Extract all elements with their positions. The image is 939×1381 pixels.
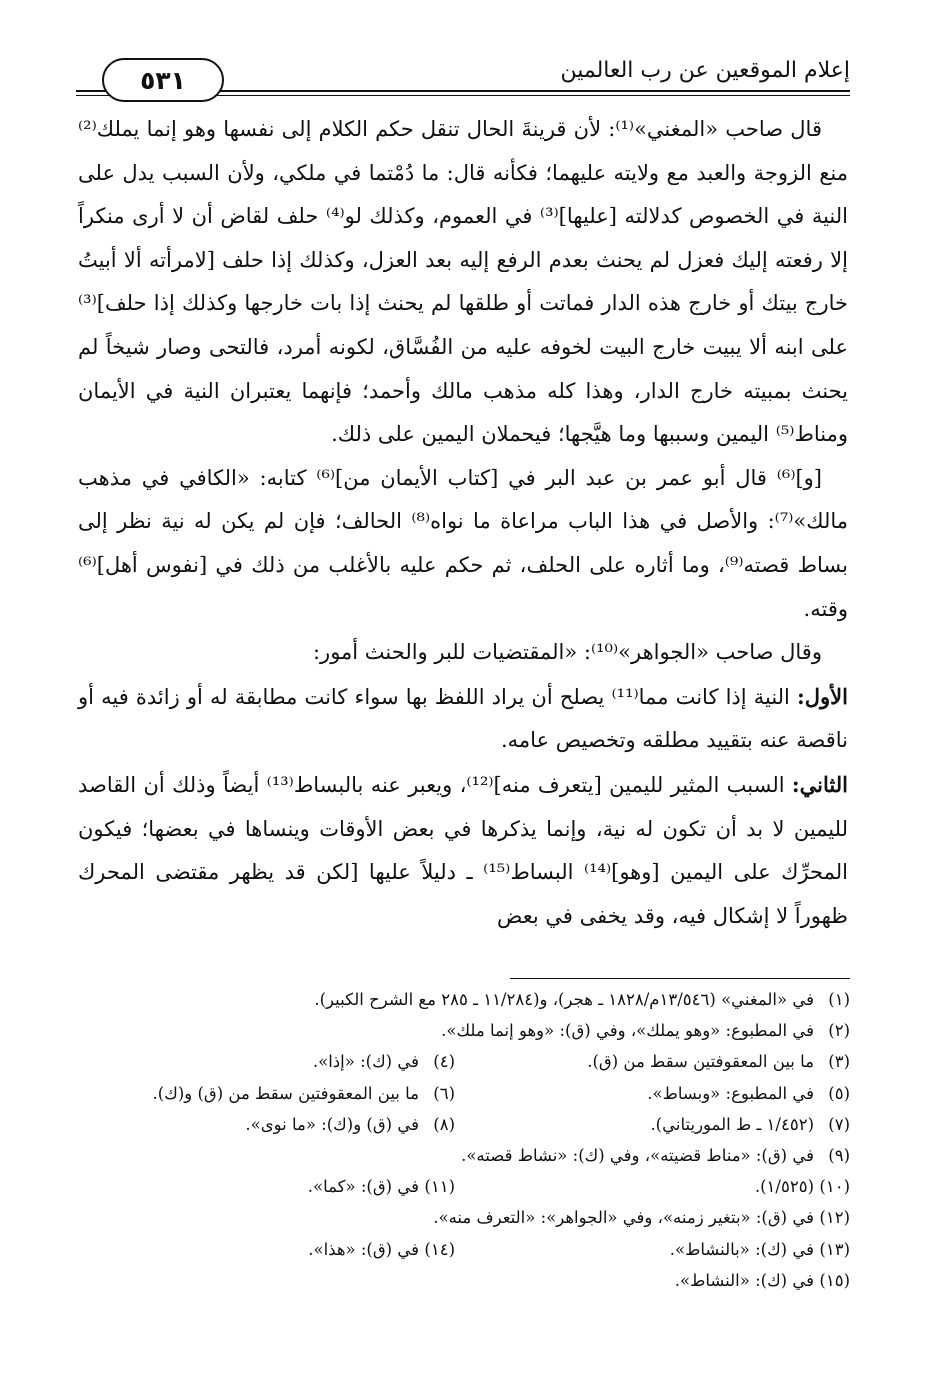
paragraph (78, 457, 848, 631)
footnote-text: (١/٥٢٥). (754, 1177, 814, 1197)
footnote-row (60, 1078, 850, 1109)
footnote-separator (510, 978, 850, 979)
footnote-row (60, 1109, 850, 1140)
footnote (60, 1109, 455, 1140)
footnote (455, 1078, 850, 1109)
paragraph (78, 108, 848, 457)
footnote-text: ما بين المعقوفتين سقط من (ق) و(ك). (152, 1083, 419, 1103)
page-number: ٥٣١ (140, 65, 186, 95)
footnote-row (60, 1234, 850, 1265)
footnote (60, 1046, 455, 1077)
paragraph (78, 631, 848, 675)
footnote (455, 1171, 850, 1202)
footnote-row (60, 1140, 850, 1171)
footnote (60, 1234, 455, 1265)
footnote (60, 1171, 455, 1202)
footnote-text: في المطبوع: «وهو يملك»، وفي (ق): «وهو إنما ملك». (441, 1021, 814, 1041)
footnote-row (60, 1015, 850, 1046)
footnote-text: ما بين المعقوفتين سقط من (ق). (587, 1052, 814, 1072)
footnote-row (60, 1046, 850, 1077)
footnote-number: (٢) (828, 1021, 850, 1041)
running-title: إعلام الموقعين عن رب العالمين (560, 58, 850, 83)
footnote-number: (٥) (828, 1083, 850, 1103)
paragraph-text: قال صاحب «المغني»⁽¹⁾: لأن قرينةَ الحال تنقل حكم الكلام إلى نفسها وهو إنما يملك⁽²⁾ منع الزوجة والعبد مع ولايته عليهما؛ فكأنه قال: ما دُمْتما في ملكي، ولأن السبب يدل على النية في الخصوص كدلالته [عليها]⁽³⁾ في العموم، وكذلك لو⁽⁴⁾ حلف لقاض أن لا أرى منكراً إلا رفعته إليك فعزل لم يحنث بعدم الرفع إليه بعد العزل، وكذلك إذا حلف [لامرأته ألا أبيتُ خارج بيتك أو خارج هذه الدار فماتت أو طلقها لم يحنث إذا بات خارجها وكذلك إذا حلف]⁽³⁾ على ابنه ألا يبيت خارج البيت لخوفه عليه من الفُسَّاق، لكونه أمرد، فالتحى وصار شيخاً لم يحنث بمبيته خارج الدار، وهذا كله مذهب مالك وأحمد؛ فإنهما يعتبران النية في الأيمان ومناط⁽⁵⁾ اليمين وسببها وما هيَّجها؛ فيحملان اليمين على ذلك. (78, 117, 848, 447)
footnote-row (60, 1171, 850, 1202)
footnote-number: (٩) (828, 1146, 850, 1166)
footnote (441, 1015, 850, 1046)
page-number-frame (102, 58, 224, 102)
footnote (314, 984, 850, 1015)
footnote (455, 1234, 850, 1265)
footnote-number: (١) (828, 990, 850, 1009)
paragraph-lead-term: الأول: (797, 683, 848, 709)
footnote (461, 1140, 850, 1171)
footnote-text: في (ق): «كما». (307, 1177, 419, 1197)
footnote-number: (١٠) (819, 1177, 850, 1197)
footnote-number: (١٤) (424, 1239, 455, 1259)
paragraph-text: السبب المثير لليمين [يتعرف منه]⁽¹²⁾، ويعبر عنه بالبساط⁽¹³⁾ أيضاً وذلك أن القاصد لليمين لا بد أن تكون له نية، وإنما يذكرها في بعض الأوقات وينساها في بعضها؛ فيكون المحرِّك على اليمين [وهو]⁽¹⁴⁾ البساط⁽¹⁵⁾ ـ دليلاً عليها [لكن قد يظهر مقتضى المحرك ظهوراً لا إشكال فيه، وقد يخفى في بعض (78, 772, 848, 928)
paragraph-lead-term: الثاني: (791, 771, 848, 797)
footnote-text: في «المغني» (١٣/٥٤٦م/١٨٢٨ ـ هجر)، و(١١/٢٨٤ ـ ٢٨٥ مع الشرح الكبير). (314, 990, 814, 1009)
paragraph-text: [و]⁽⁶⁾ قال أبو عمر بن عبد البر في [كتاب الأيمان من]⁽⁶⁾ كتابه: «الكافي في مذهب مالك»⁽⁷⁾: والأصل في هذا الباب مراعاة ما نواه⁽⁸⁾ الحالف؛ فإن لم يكن له نية نظر إلى بساط قصته⁽⁹⁾، وما أثاره على الحلف، ثم حكم عليه بالأغلب من ذلك في [نفوس أهل]⁽⁶⁾ وقته. (78, 465, 849, 621)
footnote (455, 1046, 850, 1077)
paragraph (78, 675, 848, 763)
paragraph-text: وقال صاحب «الجواهر»⁽¹⁰⁾: «المقتضيات للبر والحنث أمور: (312, 640, 822, 665)
footnote-text: في (ك): «إذا». (312, 1052, 419, 1072)
footnote-text: في (ك): «بالنشاط». (669, 1239, 814, 1259)
footnote (675, 1265, 850, 1296)
page-header (76, 50, 850, 100)
footnotes (60, 984, 850, 1296)
footnote (455, 1109, 850, 1140)
footnote-row (60, 984, 850, 1015)
footnote-number: (٣) (828, 1052, 850, 1072)
footnote-number: (٦) (433, 1083, 455, 1103)
footnote-number: (٨) (433, 1114, 455, 1134)
footnote-number: (١٥) (819, 1270, 850, 1290)
footnote-number: (٤) (433, 1052, 455, 1072)
footnote-row (60, 1265, 850, 1296)
footnote-text: في (ق): «هذا». (308, 1239, 419, 1259)
footnote-number: (١٣) (819, 1239, 850, 1259)
main-text (78, 108, 848, 938)
footnote-number: (١١) (424, 1177, 455, 1197)
footnote-text: (١/٤٥٢ ـ ط الموريتاني). (650, 1114, 814, 1134)
footnote-text: في (ق): «مناط قضيته»، وفي (ك): «نشاط قصته». (461, 1146, 814, 1166)
footnote-text: في (ك): «النشاط». (674, 1270, 814, 1290)
paragraph-text: النية إذا كانت مما⁽¹¹⁾ يصلح أن يراد اللفظ بها سواء كانت مطابقة له أو زائدة فيه أو ناقصة عنه بتقييد مطلقه وتخصيص عامه. (78, 684, 848, 753)
footnote-row (60, 1202, 850, 1233)
footnote-text: في (ق): «بتغير زمنه»، وفي «الجواهر»: «التعرف منه». (433, 1208, 814, 1228)
footnote (433, 1202, 850, 1233)
footnote-number: (٧) (828, 1114, 850, 1134)
footnote-text: في (ق) و(ك): «ما نوى». (245, 1114, 419, 1134)
footnote-text: في المطبوع: «وبساط». (647, 1083, 814, 1103)
paragraph (78, 763, 848, 938)
footnote-number: (١٢) (819, 1208, 850, 1228)
footnote (60, 1078, 455, 1109)
